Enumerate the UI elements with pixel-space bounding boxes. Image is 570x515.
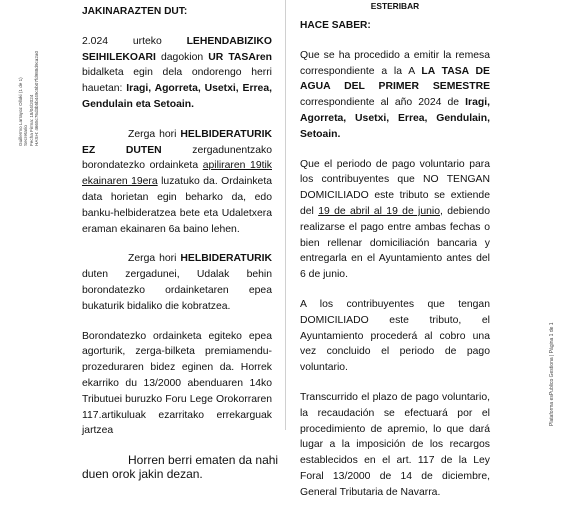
basque-closing-line-2: duen orok jakin dezan. [82,467,203,482]
bold-text: Iragi, Agorreta, Usetxi, Errea, Gendulain, Setoain. [300,97,490,140]
margin-line: HASH: 4665c76d3b5b449c5b07fd988d9ca2a0 [34,50,40,146]
basque-closing-line-1: Horren berri ematen da nahi [128,453,279,468]
text-run: dagokion [155,51,209,63]
text-run: , debiendo realizarse el pago entre ambas fechas o bien rellenar domiciliación bancaria y entregarla en el Ayuntamiento antes del 6 de junio. [300,205,490,281]
underlined-dates: 19 de abril al 19 de junio [318,205,441,217]
text-run: zergadunentzako borondatezko ordainketa [82,144,272,172]
basque-paragraph-1 [82,34,272,113]
bold-text: LEHENDABIZIKO SEIHILEKOARI [82,35,272,63]
platform-margin-note: Plataforma esPublico Gestiona | Página 1 de 1 [549,322,555,426]
spanish-heading: HACE SABER: [300,20,371,31]
signature-margin-note [18,6,40,146]
column-divider [285,0,286,430]
text-run: luzatuko da. Ordainketa data horietan egin beharko da, edo banku-helbideratzea bete eta Udaletxera eraman ekainaren 6a baino lehen. [82,176,272,235]
spanish-paragraph-2 [300,157,490,283]
bold-text: Iragi, Agorreta, Usetxi, Errea, Gendulain eta Setoain. [82,83,272,110]
spanish-paragraph-1 [300,48,490,143]
municipality-title: ESTERIBAR [370,1,420,11]
text-run: bidalketa egin dela ondorengo herri hauetan: [82,67,272,95]
bold-text: LA TASA DE AGUA DEL PRIMER SEMESTRE [300,65,490,93]
text-run: Que el periodo de pago voluntario para los contribuyentes que NO TENGAN DOMICILIADO este tributo se extiende del [300,158,490,217]
text-run: correspondiente al año 2024 de [300,97,466,109]
basque-heading: JAKINARAZTEN DUT: [82,6,188,17]
spanish-paragraph-4: Transcurrido el plazo de pago voluntario, la recaudación se efectuará por el procedimiento de apremio, lo que dará lugar a la imposición de los recargos establecidos en el art. 117 de la Ley Foral 13/2000 de 14 de diciembre, General Tributaria de Navarra. [300,391,490,498]
basque-column [82,4,279,482]
spanish-column [300,18,490,515]
margin-line: Secretario [23,125,29,146]
bold-text: HELBIDERATURIK [180,253,272,265]
margin-line: Fecha Firma: 18/04/2024 [28,94,34,146]
underlined-dates: apiliraren 19tik ekainaren 19era [82,160,272,188]
basque-paragraph-3 [82,251,272,314]
spanish-paragraph-3: A los contribuyentes que tengan DOMICILIADO este tributo, el Ayuntamiento procederá al cobro una vez concluido el periodo de pago voluntario. [300,298,490,374]
basque-paragraph-4: Borondatezko ordainketa egiteko epea agorturik, zerga-bilketa premiamendu-prozeduraren bidez eginen da. Horrek ekarriko du 13/2000 abenduaren 14ko Tributuei buruzko Foru Lege Orokorraren 117.artikuluak ezarritako errekarguak jartzea [82,330,272,437]
margin-line: Guillermo Larrayoz Olloki (1 de 1) [18,77,23,146]
text-run: Que se ha procedido a emitir la remesa correspondiente a la A [300,49,490,77]
text-run: Zerga hori [128,253,181,265]
text-run: Zerga hori [128,128,181,140]
text-run: duten zergadunei, Udalak behin borondatezko ordainketaren epea bukaturik bidaliko die kobratzea. [82,269,272,312]
bold-text: HELBIDERATURIK EZ DUTEN [82,128,272,156]
bold-text: UR TASAren [208,51,272,63]
basque-paragraph-2 [82,127,272,238]
text-run: 2.024 urteko [82,35,187,47]
